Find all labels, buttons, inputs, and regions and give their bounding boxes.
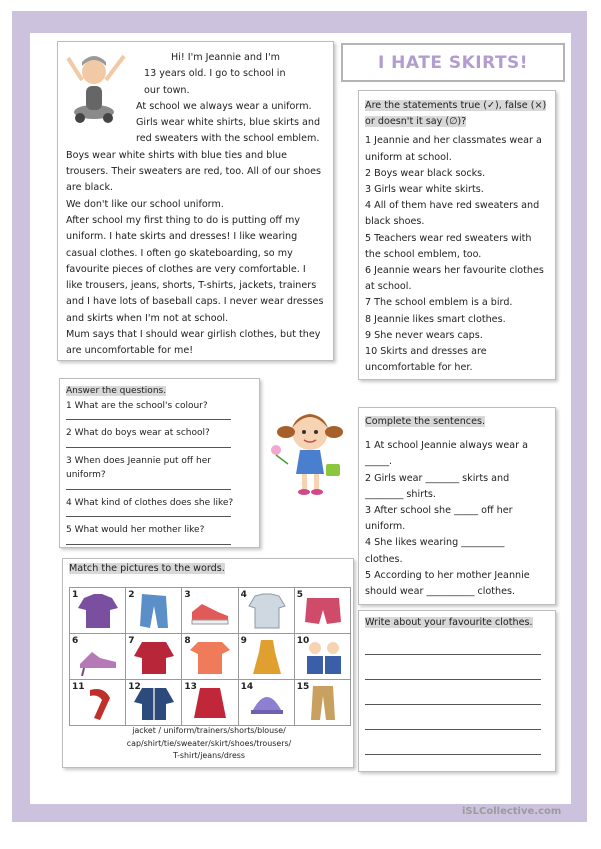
picture-number: 11 [72,682,85,692]
tf-item: uncomfortable for her. [365,362,473,374]
tf-item: black shoes. [365,216,425,228]
picture-number: 8 [184,636,191,646]
story-line: Mum says that I should wear girlish clothes, but they [66,329,321,341]
tf-item: 7 The school emblem is a bird. [365,297,513,309]
shirt-icon [245,592,289,630]
story-line: After school my first thing to do is putting off my [66,214,301,226]
sentence-line: 1 At school Jeannie always wear a [365,440,529,452]
picture-number: 7 [128,636,135,646]
question: 3 When does Jeannie put off her uniform? [66,455,211,480]
trousers-icon [301,684,345,722]
story-line: Hi! I'm Jeannie and I'm [171,52,280,63]
tie-icon [76,684,120,722]
story-line: 13 years old. I go to school in [144,68,286,80]
question: 2 What do boys wear at school? [66,428,210,438]
story-line: are uncomfortable for me! [66,345,194,357]
tf-item: 5 Teachers wear red sweaters with [365,232,532,244]
story-box [57,41,334,361]
story-line: like trousers, jeans, shorts, T-shirts, jackets, trainers [66,280,317,292]
answer-line[interactable] [66,447,231,448]
sentence-line: 4 She likes wearing _________ [365,537,505,549]
picture-cell[interactable] [294,634,350,680]
answer-line[interactable] [66,544,231,545]
picture-cell[interactable] [294,680,350,726]
page-title: I HATE SKIRTS! [377,52,529,73]
picture-number: 6 [72,636,79,646]
tf-item: at school. [365,281,412,293]
tf-item: 6 Jeannie wears her favourite clothes [365,265,544,277]
answer-heading: Answer the questions. [66,386,167,396]
picture-cell[interactable] [238,588,294,634]
picture-number: 13 [184,682,197,692]
uniform-icon [301,638,345,676]
shorts-icon [301,592,345,630]
write-box [358,610,556,772]
story-line: favourite pieces of clothes are very comfortable. I [66,263,306,275]
story-line: and skirts when I'm not at school. [66,312,229,324]
blouse-icon [76,592,120,630]
answer-questions-box [59,378,260,548]
sweater-icon [132,638,176,676]
story-line: Boys wear white shirts with blue ties and blue [66,149,288,161]
trainers-icon [188,592,232,630]
picture-cell[interactable] [126,588,182,634]
sentence-line: ________ shirts. [365,488,436,500]
word-bank-line: jacket / uniform/trainers/shorts/blouse/ [132,726,286,735]
sentence-line: 2 Girls wear _______ skirts and [365,472,510,484]
story-line: are black. [66,182,114,194]
tf-item: 10 Skirts and dresses are [365,346,487,358]
tf-item: 4 All of them have red sweaters and [365,200,540,212]
story-line: red sweaters with the school emblem. [136,133,320,145]
answer-line[interactable] [66,419,231,420]
shoes-icon [76,638,120,676]
title-box [341,43,565,82]
sentence-line: should wear __________ clothes. [365,586,516,598]
picture-number: 2 [128,590,135,600]
picture-number: 14 [240,682,254,692]
picture-cell[interactable] [70,680,126,726]
story-line: and I have lots of baseball caps. I never wear dresses [66,296,324,308]
tf-item: the school emblem, too. [365,248,482,260]
tf-heading: or doesn't it say (∅)? [365,116,467,128]
cap-icon [245,684,289,722]
picture-cell[interactable] [182,680,238,726]
complete-heading: Complete the sentences. [365,416,486,427]
watermark: iSLCollective.com [462,806,562,817]
match-pictures-box [62,558,354,768]
jacket-icon [132,684,176,722]
tf-item: 2 Boys wear black socks. [365,167,486,179]
complete-sentences-box [358,407,556,605]
tf-item: 1 Jeannie and her classmates wear a [365,135,542,147]
girl-illustration [264,402,356,502]
picture-cell[interactable] [70,634,126,680]
sentence-line: uniform. [365,521,406,533]
picture-cell[interactable] [182,588,238,634]
picture-number: 10 [296,636,310,646]
picture-number: 9 [240,636,247,646]
word-bank-line: T-shirt/jeans/dress [172,751,246,760]
sentence-line: 5 According to her mother Jeannie [365,569,530,581]
word-bank-line: cap/shirt/tie/sweater/skirt/shoes/trousers/ [126,738,292,748]
answer-line[interactable] [66,489,231,490]
match-heading: Match the pictures to the words. [69,563,225,574]
picture-cell[interactable] [238,680,294,726]
picture-cell[interactable] [238,634,294,680]
tf-item: 8 Jeannie likes smart clothes. [365,313,506,325]
picture-number: 5 [296,590,304,600]
question: 5 What would her mother like? [66,525,205,535]
picture-number: 1 [72,590,79,600]
answer-line[interactable] [66,516,231,517]
picture-cell[interactable] [126,634,182,680]
picture-cell[interactable] [70,588,126,634]
jeans-icon [132,592,176,630]
picture-cell[interactable] [182,634,238,680]
picture-number: 3 [184,590,191,600]
sentence-line: 3 After school she _____ off her [365,505,513,517]
question: 1 What are the school's colour? [66,400,208,411]
write-heading: Write about your favourite clothes. [365,617,533,628]
picture-number: 12 [128,682,141,692]
tf-item: 3 Girls wear white skirts. [365,184,484,196]
true-false-box [358,90,556,380]
skater-boy-illustration [62,46,132,126]
tf-heading: Are the statements true (✓), false (×) [365,100,547,111]
story-line: At school we always wear a uniform. [136,100,312,112]
tf-item: uniform at school. [365,151,452,163]
t-shirt-icon [188,638,232,676]
picture-number: 4 [240,590,247,600]
picture-cell[interactable] [294,588,350,634]
picture-cell[interactable] [126,680,182,726]
writing-line[interactable] [365,754,541,755]
story-line: our town. [144,84,190,96]
skirt-icon [188,684,232,722]
picture-number: 15 [296,682,310,692]
question: 4 What kind of clothes does she like? [66,497,234,508]
word-bank [69,725,349,763]
story-line: casual clothes. I often go skateboarding, so my [66,247,293,259]
sentence-line: _____. [365,456,393,468]
story-line: Girls wear white shirts, blue skirts and [136,117,321,129]
dress-icon [245,638,289,676]
story-line: uniform. I hate skirts and dresses! I like wearing [66,231,298,243]
picture-grid [69,587,351,726]
tf-item: 9 She never wears caps. [365,329,483,341]
story-line: trousers. Their sweaters are red, too. All of our shoes [66,166,322,178]
story-line: We don't like our school uniform. [66,198,224,210]
sentence-line: clothes. [365,553,403,565]
